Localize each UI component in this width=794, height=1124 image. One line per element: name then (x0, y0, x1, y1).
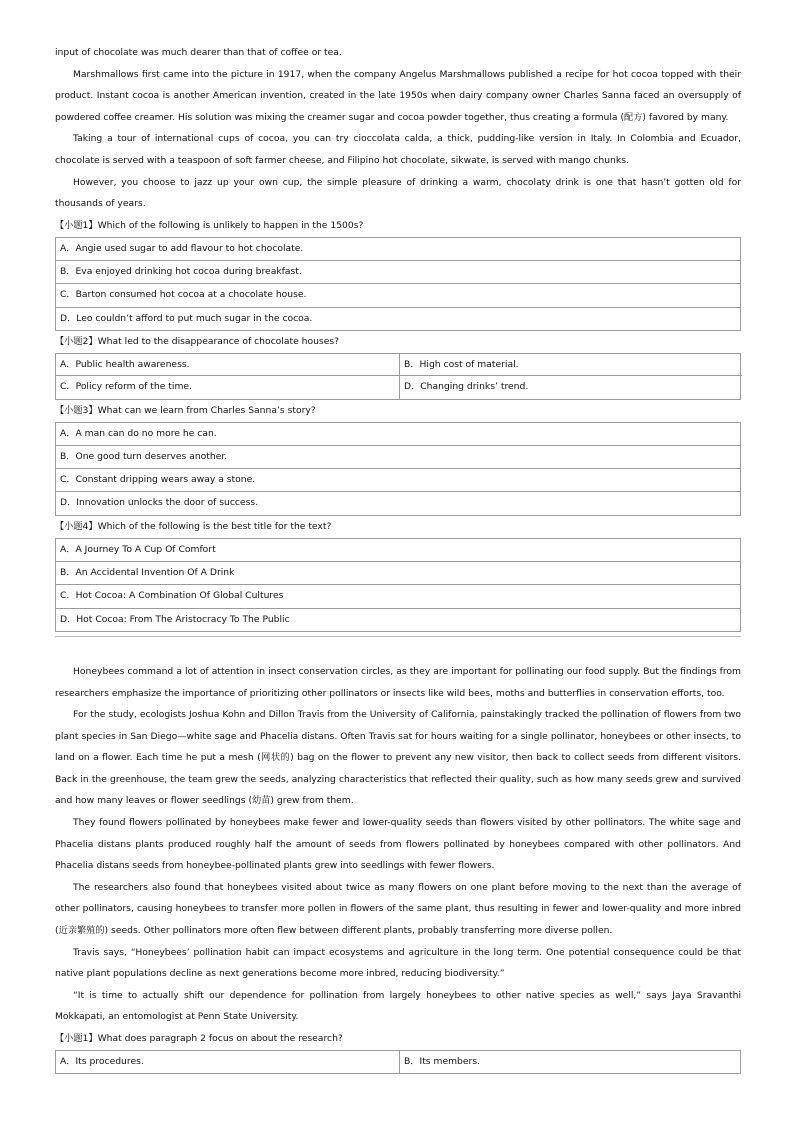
option-b[interactable]: B．Its members. (404, 1056, 481, 1067)
option-c[interactable]: C．Barton consumed hot cocoa at a chocolate house. (60, 289, 307, 301)
option-d[interactable]: D．Changing drinks’ trend. (404, 381, 529, 393)
option-row[interactable] (55, 307, 741, 331)
option-row[interactable] (55, 538, 741, 561)
passage2-paragraph-3: They found flowers pollinated by honeybees make fewer and lower-quality seeds than flowers visited by other pollinators. The white sage and Phacelia distans plants produced roughly half the amount of seeds from flowers pollinated by honeybees compared with other pollinators. And Phacelia distans seeds from honeybee-pollinated plants grew into seedlings with fewer flowers. (55, 817, 741, 872)
option-row[interactable] (55, 468, 741, 491)
question-1-stem: 【小题1】Which of the following is unlikely to happen in the 1500s? (55, 219, 364, 231)
option-a[interactable]: A．Its procedures. (56, 1051, 400, 1073)
question-4-stem: 【小题4】Which of the following is the best title for the text? (55, 520, 332, 532)
option-b[interactable]: B．Eva enjoyed drinking hot cocoa during breakfast. (60, 266, 302, 278)
option-a[interactable]: A．A man can do no more he can. (60, 427, 217, 439)
question-4-options (55, 538, 741, 632)
passage1-paragraph-1: input of chocolate was much dearer than that of coffee or tea. (55, 47, 342, 58)
option-row[interactable] (55, 608, 741, 632)
option-row[interactable] (55, 283, 741, 306)
option-row[interactable] (55, 491, 741, 515)
passage1-paragraph-4: However, you choose to jazz up your own cup, the simple pleasure of drinking a warm, chocolaty drink is one that hasn’t gotten old for thousands of years. (55, 176, 741, 210)
option-c[interactable]: C．Constant dripping wears away a stone. (60, 474, 256, 486)
question-3-options (55, 422, 741, 516)
option-row[interactable] (55, 260, 741, 283)
passage2-question-1-stem: 【小题1】What does paragraph 2 focus on about the research? (55, 1033, 343, 1044)
passage1-paragraph-3: Taking a tour of international cups of cocoa, you can try cioccolata calda, a thick, pudding-like version in Italy. In Colombia and Ecuador, chocolate is served with a teaspoon of soft farmer cheese, and Filipino hot chocolate, sikwate, is served with mango chunks. (55, 133, 741, 166)
question-2-options (55, 353, 741, 400)
passage1-paragraph-2: Marshmallows first came into the picture in 1917, when the company Angelus Marshmallows published a recipe for hot cocoa topped with their product. Instant cocoa is another American invention, created in the late 1950s when dairy company owner Charles Sanna faced an oversupply of powdered coffee creamer. His solution was mixing the creamer sugar and cocoa powder together, thus creating a formula (配方) favored by many. (55, 68, 741, 123)
option-c[interactable]: C．Policy reform of the time. (56, 376, 400, 398)
passage2-paragraph-1: Honeybees command a lot of attention in insect conservation circles, as they are important for pollinating our food supply. But the findings from researchers emphasize the importance of prioritizing other pollinators or insects like wild bees, moths and butterflies in conservation efforts, too. (55, 665, 741, 699)
question-1-options (55, 237, 741, 331)
option-b[interactable]: B．One good turn deserves another. (60, 450, 228, 462)
passage2-paragraph-4: The researchers also found that honeybees visited about twice as many flowers on one plant before moving to the next than the average of other pollinators, causing honeybees to transfer more pollen in flowers of the same plant, thus resulting in fewer and lower-quality and more inbred (近亲繁殖的) seeds. Other pollinators more often flew between different plants, probably transferring more diverse pollen. (55, 881, 741, 937)
option-row[interactable] (55, 445, 741, 468)
passage2-paragraph-5: Travis says, “Honeybees’ pollination habit can impact ecosystems and agriculture in the long term. One potential consequence could be that native plant populations decline as next generations become more inbred, reducing biodiversity.” (55, 946, 741, 980)
option-a[interactable]: A．A Journey To A Cup Of Comfort (60, 543, 216, 555)
option-row[interactable] (55, 422, 741, 445)
document-page (55, 42, 741, 1074)
passage2-paragraph-2: For the study, ecologists Joshua Kohn and Dillon Travis from the University of California, painstakingly tracked the pollination of flowers from two plant species in San Diego—white sage and Phacelia distans. Often Travis sat for hours waiting for a single pollinator, honeybees or other insects, to land on a flower. Each time he put a mesh (网状的) bag on the flower to prevent any new visitor, then back to collect seeds from different visitors. Back in the greenhouse, the team grew the seeds, analyzing characteristics that reflected their quality, such as how many seeds grew and survived and how many leaves or flower seedlings (幼苗) grew from them. (55, 709, 741, 807)
option-d[interactable]: D．Leo couldn’t afford to put much sugar in the cocoa. (60, 312, 313, 324)
option-d[interactable]: D．Innovation unlocks the door of success. (60, 497, 259, 509)
spacer (55, 637, 741, 661)
option-c[interactable]: C．Hot Cocoa: A Combination Of Global Cultures (60, 590, 284, 602)
option-b[interactable]: B．High cost of material. (400, 354, 742, 376)
question-2-stem: 【小题2】What led to the disappearance of chocolate houses? (55, 335, 340, 347)
question-3-stem: 【小题3】What can we learn from Charles Sanna’s story? (55, 404, 316, 416)
option-row[interactable] (55, 561, 741, 584)
option-row[interactable] (55, 237, 741, 260)
passage2-question-1-options (55, 1050, 741, 1074)
option-a[interactable]: A．Public health awareness. (56, 354, 400, 376)
option-a[interactable]: A．Angie used sugar to add flavour to hot chocolate. (60, 242, 304, 254)
option-d[interactable]: D．Hot Cocoa: From The Aristocracy To The Public (60, 613, 290, 625)
passage2-paragraph-6: “It is time to actually shift our dependence for pollination from largely honeybees to other native species as well,” says Jaya Sravanthi Mokkapati, an entomologist at Penn State University. (55, 989, 741, 1023)
option-b[interactable]: B．An Accidental Invention Of A Drink (60, 567, 235, 579)
option-row[interactable] (55, 584, 741, 607)
